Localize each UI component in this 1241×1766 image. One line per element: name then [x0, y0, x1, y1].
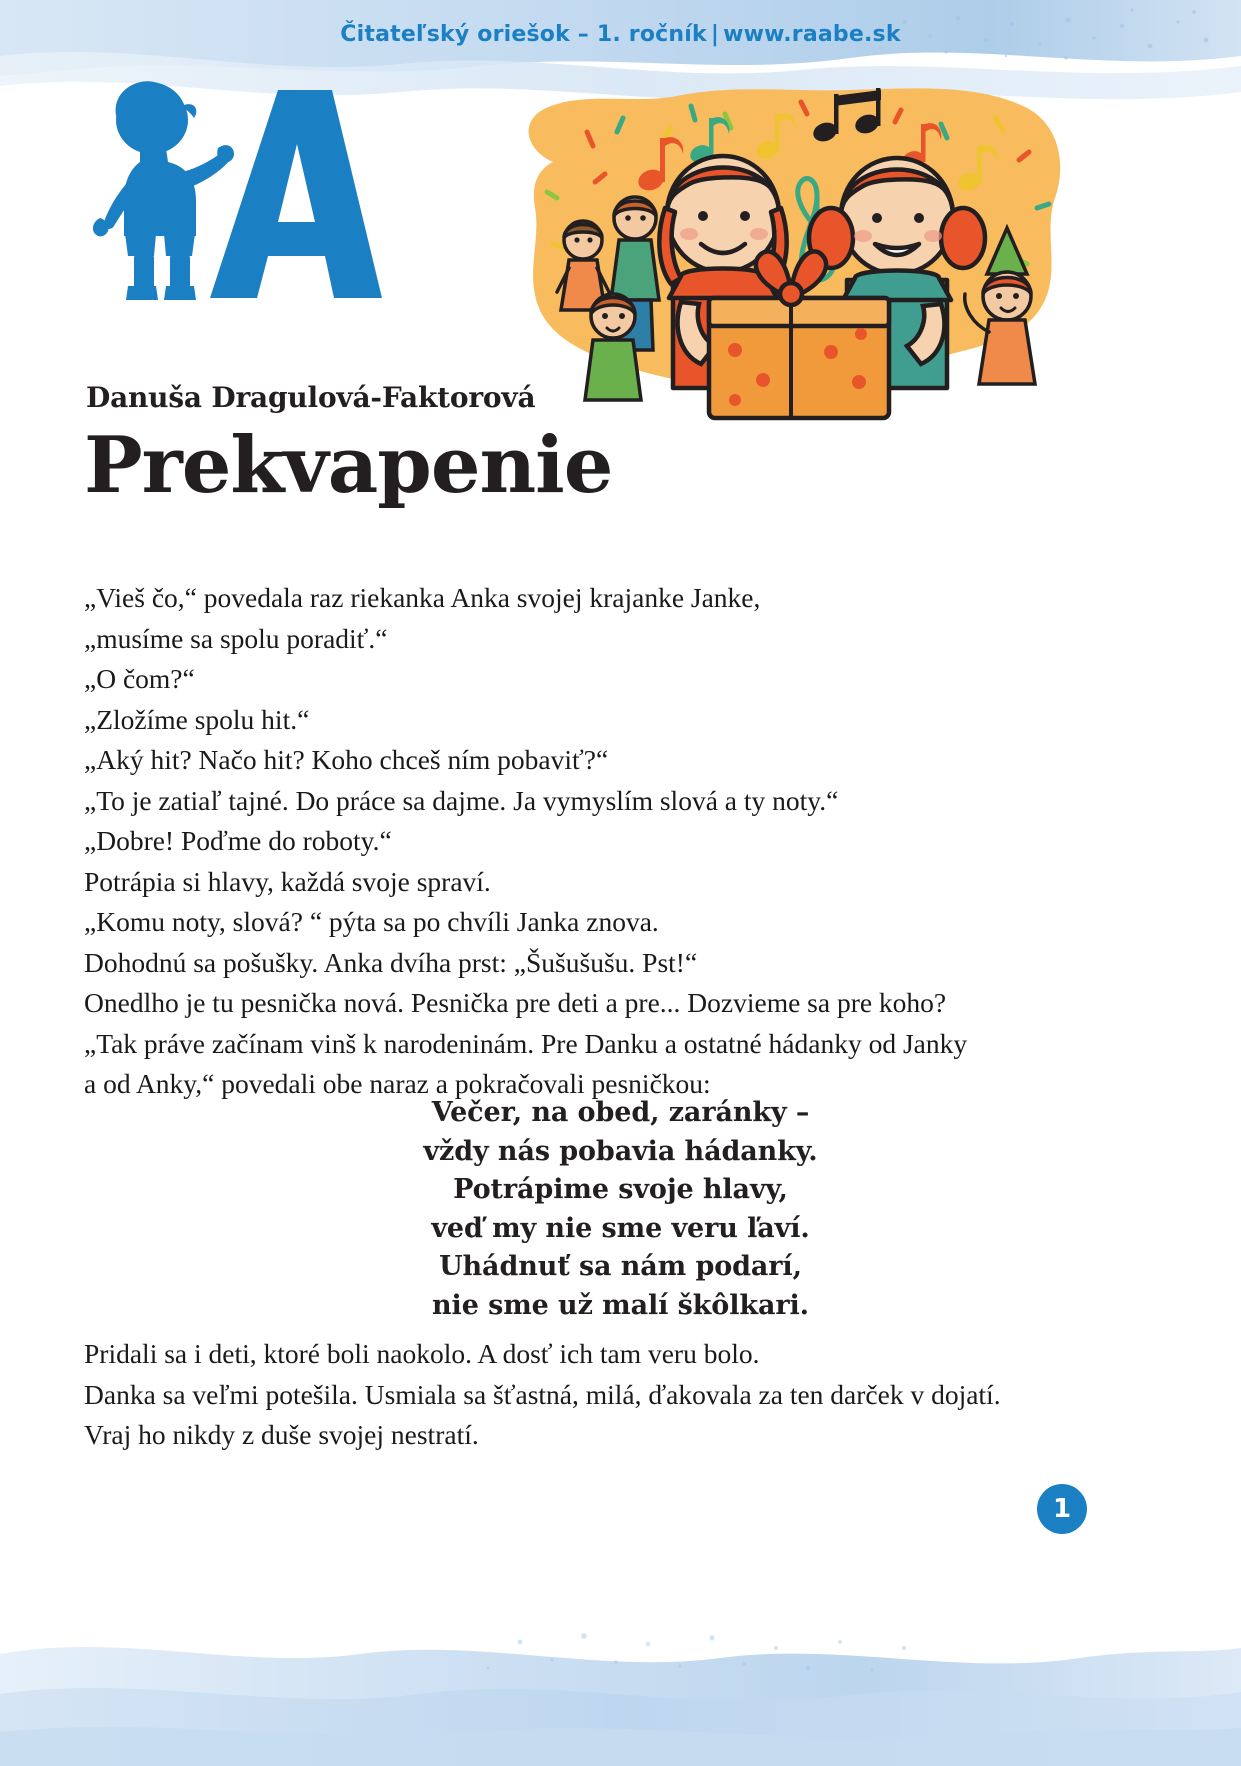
author-name: Danuša Dragulová-Faktorová: [86, 381, 536, 414]
background-child-front: [585, 294, 641, 400]
bottom-decorative-wash: [0, 1536, 1241, 1766]
poem-line: vždy nás pobavia hádanky.: [423, 1135, 818, 1167]
story-line: „musíme sa spolu poradiť.“: [84, 622, 388, 654]
closing-line: Pridali sa i deti, ktoré boli naokolo. A dosť ich tam veru bolo.: [84, 1338, 760, 1369]
story-line: Onedlho je tu pesnička nová. Pesnička pre deti a pre... Dozvieme sa pre koho?: [84, 987, 947, 1018]
birthday-surprise-illustration: [495, 88, 1075, 428]
story-line: „To je zatiaľ tajné. Do práce sa dajme. Ja vymyslím slová a ty noty.“: [84, 784, 839, 816]
story-line: „Aký hit? Načo hit? Koho chceš ním pobaviť?“: [84, 744, 609, 775]
story-line: „Zložíme spolu hit.“: [84, 703, 310, 735]
page-title: Prekvapenie: [84, 420, 613, 511]
poem-line: Večer, na obed, zaránky –: [431, 1097, 810, 1128]
story-body: [84, 578, 1164, 1105]
series-logo: [82, 76, 382, 306]
poem-line: Uhádnuť sa nám podarí,: [439, 1251, 802, 1282]
closing-paragraph: [84, 1334, 1174, 1456]
story-line: a od Anky,“ povedali obe naraz a pokračovali pesničkou:: [84, 1068, 711, 1099]
poem-line: veď my nie sme veru ľaví.: [431, 1212, 810, 1244]
story-line: Potrápia si hlavy, každá svoje spraví.: [84, 865, 491, 897]
story-line: „Dobre! Poďme do roboty.“: [84, 825, 392, 856]
poem-stanza: [0, 1094, 1241, 1325]
story-line: „Tak práve začínam vinš k narodeninám. Pre Danku a ostatné hádanky od Janky: [84, 1027, 968, 1059]
story-line: „Komu noty, slová? “ pýta sa po chvíli Janka znova.: [84, 906, 659, 937]
page-number-badge: 1: [1037, 1484, 1087, 1534]
story-line: „Vieš čo,“ povedala raz riekanka Anka svojej krajanke Janke,: [84, 582, 761, 613]
page-header: [0, 22, 1241, 47]
letter-a-logo: [210, 90, 382, 298]
header-series-label: [340, 22, 900, 47]
header-series-text: Čitateľský oriešok – 1. ročník: [340, 22, 707, 47]
poem-line: Potrápime svoje hlavy,: [453, 1174, 788, 1205]
closing-line: Danka sa veľmi potešila. Usmiala sa šťastná, milá, ďakovala za ten darček v dojatí.: [84, 1378, 1001, 1410]
story-line: „O čom?“: [84, 663, 195, 694]
header-separator: |: [710, 22, 720, 47]
poem-line: nie sme už malí škôlkari.: [432, 1289, 809, 1321]
child-silhouette-icon: [93, 81, 234, 300]
closing-line: Vraj ho nikdy z duše svojej nestratí.: [84, 1419, 479, 1450]
header-url-link[interactable]: www.raabe.sk: [723, 22, 901, 47]
story-line: Dohodnú sa pošušky. Anka dvíha prst: „Šušušušu. Pst!“: [84, 946, 698, 978]
